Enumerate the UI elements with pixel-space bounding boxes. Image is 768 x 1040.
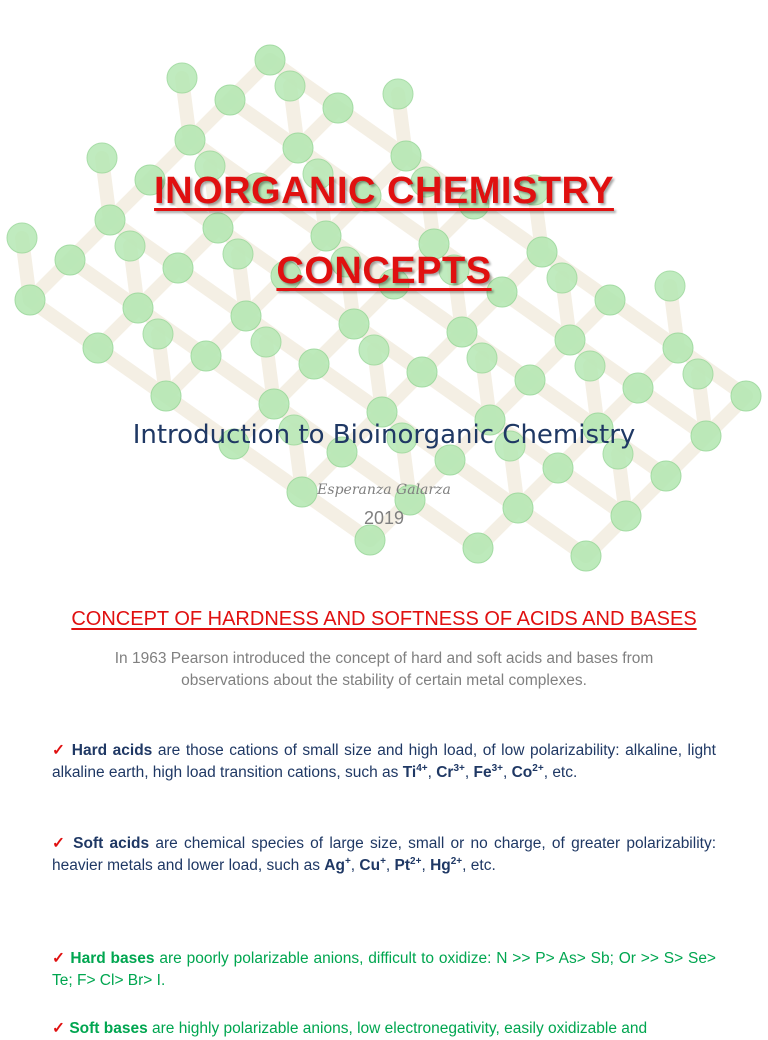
- hard-acids-end: etc.: [552, 764, 578, 781]
- hard-acids-ion-list: $Ti^{4+}$, $Cr^{3+}$, $Fe^{3+}$, $Co^{2+}$,: [402, 762, 548, 781]
- check-icon: ✓: [52, 1020, 65, 1037]
- soft-acids-ion-list: Ag+, Cu+, $Pt^{2+}$, $Hg^{2+}$,: [324, 855, 467, 874]
- soft-acids-end: etc.: [470, 857, 496, 874]
- check-icon: ✓: [52, 742, 67, 759]
- term-hard-bases: Hard bases: [70, 950, 155, 967]
- ion-cu: Cu+: [359, 855, 386, 874]
- subtitle: Introduction to Bioinorganic Chemistry: [132, 420, 636, 450]
- ion-fe: $Fe^{3+}$: [473, 762, 503, 781]
- bullet-soft-bases: [52, 1018, 716, 1040]
- ion-cr: $Cr^{3+}$: [436, 762, 465, 781]
- slide-heading: CONCEPT OF HARDNESS AND SOFTNESS OF ACIDS AND BASES: [71, 608, 697, 630]
- ion-pt: $Pt^{2+}$: [394, 855, 422, 874]
- soft-acids-text: are chemical species of large size, small or no charge, of greater polarizability: heavier metals and lower load, such as: [52, 835, 717, 874]
- ion-hg: $Hg^{2+}$: [430, 855, 463, 874]
- intro-paragraph: In 1963 Pearson introduced the concept of hard and soft acids and bases from observations about the stability of certain metal complexes.: [114, 650, 654, 689]
- hard-bases-text: are poorly polarizable anions, difficult to oxidize: N >> P> As> Sb; Or >> S> Se> Te; F> Cl> Br> I.: [52, 950, 716, 989]
- title-line-2: CONCEPTS: [276, 250, 492, 292]
- ion-ti: $Ti^{4+}$: [402, 762, 428, 781]
- bullet-hard-acids: [52, 740, 716, 784]
- check-icon: ✓: [52, 835, 67, 852]
- term-soft-acids: Soft acids: [73, 835, 150, 852]
- hard-acids-text: are those cations of small size and high load, of low polarizability: alkaline, light alkaline earth, high load transition cations, such as: [52, 742, 716, 781]
- term-hard-acids: Hard acids: [71, 742, 153, 759]
- bullet-soft-acids: [52, 833, 716, 877]
- soft-bases-text: are highly polarizable anions, low electronegativity, easily oxidizable and: [147, 1020, 648, 1037]
- title-line-1: INORGANIC CHEMISTRY: [154, 170, 614, 212]
- ion-ag: Ag+: [324, 855, 351, 874]
- ion-co: $Co^{2+}$: [511, 762, 544, 781]
- author-name: Esperanza Galarza: [317, 482, 451, 498]
- bullet-hard-bases: [52, 948, 716, 992]
- check-icon: ✓: [52, 950, 66, 967]
- term-soft-bases: Soft bases: [69, 1020, 148, 1037]
- hsab-slide: [0, 576, 768, 1037]
- year: 2019: [363, 508, 405, 528]
